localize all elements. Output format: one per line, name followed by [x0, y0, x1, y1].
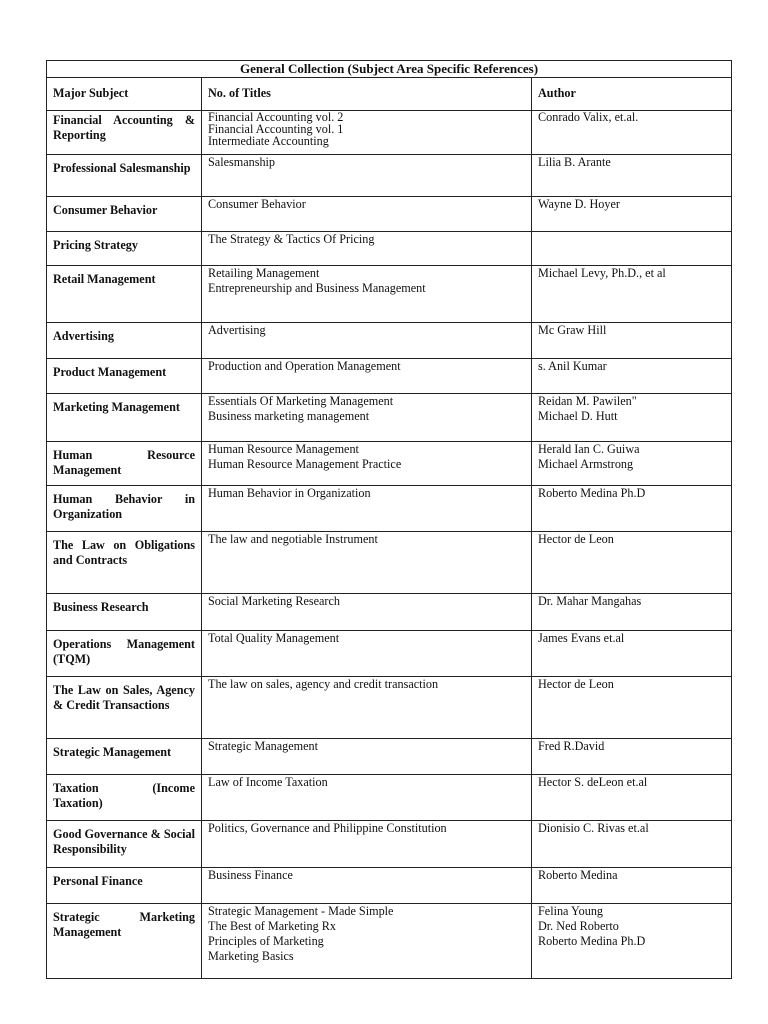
table-row: [47, 739, 732, 775]
table-row: [47, 394, 732, 442]
major-subject-cell: Retail Management: [47, 266, 202, 323]
author-cell: [532, 323, 732, 359]
titles-cell: [202, 739, 532, 775]
author-entry: Michael Armstrong: [538, 457, 634, 471]
title-entry: Strategic Management - Made Simple: [208, 904, 394, 918]
major-subject-cell: Pricing Strategy: [47, 232, 202, 266]
author-entry: Felina Young: [538, 904, 604, 918]
title-entry: The Strategy & Tactics Of Pricing: [208, 232, 375, 246]
table-row: [47, 868, 732, 904]
title-entry: Production and Operation Management: [208, 359, 401, 373]
title-entry: Financial Accounting vol. 2: [208, 110, 344, 124]
table-row: [47, 775, 732, 821]
table-row: [47, 631, 732, 677]
author-entry: Roberto Medina Ph.D: [538, 934, 646, 948]
major-subject-cell: Product Management: [47, 359, 202, 394]
author-entry: Hector de Leon: [538, 677, 614, 691]
table-row: [47, 594, 732, 631]
header-major-subject: Major Subject: [47, 78, 202, 111]
author-cell: [532, 197, 732, 232]
major-subject-cell: Good Governance & Social Responsibility: [47, 821, 202, 868]
author-entry: Reidan M. Pawilen": [538, 394, 637, 408]
major-subject-cell: Strategic Management: [47, 739, 202, 775]
titles-cell: [202, 631, 532, 677]
table-row: [47, 904, 732, 979]
author-entry: Wayne D. Hoyer: [538, 197, 620, 211]
author-entry: Hector S. deLeon et.al: [538, 775, 648, 789]
author-entry: Fred R.David: [538, 739, 605, 753]
table-title: General Collection (Subject Area Specific References): [47, 61, 732, 78]
major-subject-cell: Taxation (Income Taxation): [47, 775, 202, 821]
author-entry: Dionisio C. Rivas et.al: [538, 821, 649, 835]
author-entry: Mc Graw Hill: [538, 323, 607, 337]
major-subject-cell: The Law on Sales, Agency & Credit Transactions: [47, 677, 202, 739]
titles-cell: [202, 594, 532, 631]
author-cell: [532, 232, 732, 266]
author-cell: [532, 155, 732, 197]
titles-cell: [202, 532, 532, 594]
title-entry: Human Resource Management: [208, 442, 359, 456]
titles-cell: [202, 486, 532, 532]
major-subject-cell: Business Research: [47, 594, 202, 631]
author-cell: [532, 821, 732, 868]
titles-cell: [202, 232, 532, 266]
major-subject-cell: Operations Management (TQM): [47, 631, 202, 677]
titles-cell: [202, 775, 532, 821]
titles-cell: [202, 111, 532, 155]
table-row: [47, 111, 732, 155]
titles-cell: [202, 677, 532, 739]
table-row: [47, 232, 732, 266]
author-cell: [532, 775, 732, 821]
major-subject-cell: Advertising: [47, 323, 202, 359]
major-subject-cell: The Law on Obligations and Contracts: [47, 532, 202, 594]
major-subject-cell: Financial Accounting & Reporting: [47, 111, 202, 155]
titles-cell: [202, 197, 532, 232]
table-row: [47, 532, 732, 594]
titles-cell: [202, 155, 532, 197]
major-subject-cell: Human Resource Management: [47, 442, 202, 486]
author-entry: Michael Levy, Ph.D., et al: [538, 266, 666, 280]
title-entry: Business marketing management: [208, 409, 370, 423]
table-row: [47, 266, 732, 323]
author-cell: [532, 868, 732, 904]
author-cell: [532, 486, 732, 532]
title-entry: Politics, Governance and Philippine Constitution: [208, 821, 447, 835]
author-entry: Lilia B. Arante: [538, 155, 611, 169]
title-entry: Total Quality Management: [208, 631, 340, 645]
table-row: [47, 442, 732, 486]
title-entry: Human Resource Management Practice: [208, 457, 402, 471]
title-entry: Essentials Of Marketing Management: [208, 394, 394, 408]
author-cell: [532, 904, 732, 979]
title-entry: Advertising: [208, 323, 266, 337]
titles-cell: [202, 359, 532, 394]
table-row: [47, 323, 732, 359]
title-entry: Business Finance: [208, 868, 293, 882]
author-cell: [532, 266, 732, 323]
major-subject-cell: Personal Finance: [47, 868, 202, 904]
author-cell: [532, 532, 732, 594]
table-row: [47, 677, 732, 739]
title-entry: The law and negotiable Instrument: [208, 532, 378, 546]
table-row: [47, 197, 732, 232]
table-row: [47, 359, 732, 394]
title-entry: Financial Accounting vol. 1: [208, 122, 344, 136]
titles-cell: [202, 868, 532, 904]
title-entry: Human Behavior in Organization: [208, 486, 371, 500]
author-entry: Roberto Medina Ph.D: [538, 486, 646, 500]
major-subject-cell: Professional Salesmanship: [47, 155, 202, 197]
author-entry: James Evans et.al: [538, 631, 625, 645]
title-entry: The law on sales, agency and credit transaction: [208, 677, 439, 691]
header-author: Author: [532, 78, 732, 111]
table-row: [47, 486, 732, 532]
author-cell: [532, 359, 732, 394]
author-cell: [532, 111, 732, 155]
author-cell: [532, 442, 732, 486]
title-entry: Law of Income Taxation: [208, 775, 328, 789]
major-subject-cell: Human Behavior in Organization: [47, 486, 202, 532]
header-no-of-titles: No. of Titles: [202, 78, 532, 111]
author-entry: Michael D. Hutt: [538, 409, 618, 423]
titles-cell: [202, 323, 532, 359]
author-entry: Dr. Mahar Mangahas: [538, 594, 642, 608]
title-entry: Marketing Basics: [208, 949, 294, 963]
title-entry: Principles of Marketing: [208, 934, 324, 948]
author-cell: [532, 594, 732, 631]
author-entry: Conrado Valix, et.al.: [538, 110, 639, 124]
titles-cell: [202, 266, 532, 323]
author-cell: [532, 739, 732, 775]
references-table: [46, 60, 732, 979]
titles-cell: [202, 821, 532, 868]
titles-cell: [202, 394, 532, 442]
major-subject-cell: Consumer Behavior: [47, 197, 202, 232]
author-entry: Roberto Medina: [538, 868, 618, 882]
table-row: [47, 821, 732, 868]
table-title-row: [47, 61, 732, 78]
author-cell: [532, 631, 732, 677]
title-entry: Retailing Management: [208, 266, 320, 280]
author-entry: s. Anil Kumar: [538, 359, 607, 373]
title-entry: Entrepreneurship and Business Management: [208, 281, 426, 295]
title-entry: Social Marketing Research: [208, 594, 340, 608]
major-subject-cell: Strategic Marketing Management: [47, 904, 202, 979]
title-entry: Salesmanship: [208, 155, 276, 169]
titles-cell: [202, 442, 532, 486]
title-entry: Strategic Management: [208, 739, 318, 753]
author-cell: [532, 394, 732, 442]
major-subject-cell: Marketing Management: [47, 394, 202, 442]
author-cell: [532, 677, 732, 739]
author-entry: Hector de Leon: [538, 532, 614, 546]
author-entry: Herald Ian C. Guiwa: [538, 442, 640, 456]
table-header-row: [47, 78, 732, 111]
author-entry: Dr. Ned Roberto: [538, 919, 619, 933]
title-entry: Intermediate Accounting: [208, 134, 329, 148]
table-row: [47, 155, 732, 197]
title-entry: Consumer Behavior: [208, 197, 306, 211]
titles-cell: [202, 904, 532, 979]
title-entry: The Best of Marketing Rx: [208, 919, 336, 933]
